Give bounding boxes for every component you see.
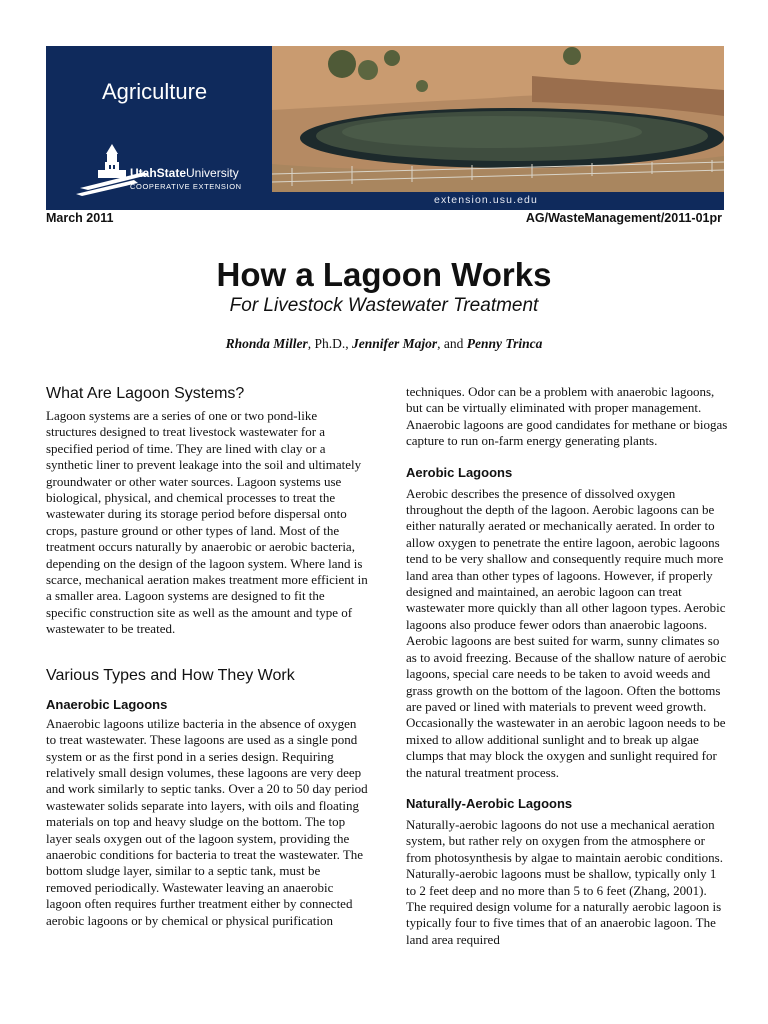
lagoon-photo [272, 46, 724, 192]
left-column [46, 384, 368, 929]
subheading-aerobic: Aerobic Lagoons [406, 464, 513, 480]
usu-wordmark: UtahStateUniversity [130, 166, 239, 180]
extension-url: extension.usu.edu [434, 194, 538, 206]
usu-subtitle: COOPERATIVE EXTENSION [130, 182, 242, 191]
program-label: Agriculture [102, 79, 208, 104]
naturally-aerobic-paragraph: Naturally-aerobic lagoons do not use a mechanical aeration system, but rather rely on oxygen from the atmosphere or from photosynthesis by algae to maintain aerobic conditions. Naturally-aerobic lagoons must be shallow, typically only 1 to 2 feet deep and no more than 5 to 6 feet (Zhang, 2001). The required design volume for a naturally aerobic lagoon is typically four to five times that of an anaerobic lagoon. The land area required [406, 816, 723, 947]
page-subtitle: For Livestock Wastewater Treatment [229, 295, 539, 316]
section-heading-what: What Are Lagoon Systems? [46, 385, 245, 402]
anaerobic-continued-paragraph: techniques. Odor can be a problem with anaerobic lagoons, but can be virtually eliminated with proper management. Anaerobic lagoons are good candidates for methane or biogas capture to run on-farm energy generating plants. [406, 384, 728, 449]
anaerobic-paragraph: Anaerobic lagoons utilize bacteria in the absence of oxygen to treat wastewater. These lagoons are used as a single pond system or as the first pond in a series design. Requiring relatively small design volumes, these lagoons are very deep and work similarly to septic tanks. Over a 20 to 50 day period wastewater solids separate into layers, with oils and floating materials on top and heavy sludge on the bottom. The top layer seals oxygen out of the lagoon system, providing the anaerobic conditions for bacteria to treat the wastewater. The bottom sludge layer, similar to a septic tank, must be removed periodically. Wastewater leaving an anaerobic lagoon often requires further treatment either by connected aerobic lagoons or by chemical or physical purification [46, 715, 368, 928]
publication-date: March 2011 [46, 211, 114, 225]
aerobic-paragraph: Aerobic describes the presence of dissolved oxygen throughout the depth of the lagoon. Aerobic lagoons can be either naturally aerated or mechanically aerated. In order to allow oxygen to penetrate the entire lagoon, aerobic lagoons tend to be very shallow and consequently require much more land area than other types of lagoons. However, if properly designed and maintained, an aerobic lagoon can treat wastewater more quickly than all other lagoon types. Aerobic lagoons also produce fewer odors than anaerobic lagoons. Aerobic lagoons are best suited for warm, sunny climates so as to avoid freezing. Because of the shallow nature of aerobic lagoons, special care needs to be taken to avoid weeds and grass growth on the bottom of the lagoon. Often the bottoms are paved or lined with materials to prevent weed growth. Occasionally the wastewater in an aerobic lagoon needs to be mixed to allow additional sunlight and to break up algae clumps that may block the oxygen and sunlight required for the natural treatment process. [406, 485, 727, 780]
section-heading-types: Various Types and How They Work [46, 666, 295, 684]
header-banner [46, 46, 724, 210]
subheading-naturally-aerobic: Naturally-Aerobic Lagoons [406, 795, 573, 811]
author-line: Rhonda Miller, Ph.D., Jennifer Major, and Penny Trinca [225, 336, 543, 351]
what-paragraph: Lagoon systems are a series of one or two pond-like structures designed to treat livestock wastewater for a specified period of time. They are lined with clay or a synthetic liner to prevent leakage into the soil and ultimately groundwater or other water sources. Lagoon systems use biological, physical, and chemical processes to treat the wastewater during its storage period before dispersal onto crops, pasture ground or other types of land. Most of the treatment occurs naturally by anaerobic or aerobic bacteria, depending on the design of the lagoon system. Where land is scarce, mechanical aeration makes treatment more efficient in a smaller area. Lagoon systems are designed to fit the specific construction site as well as the amount and type of wastewater to be treated. [46, 408, 368, 637]
publication-code: AG/WasteManagement/2011-01pr [525, 211, 722, 225]
right-column [406, 384, 728, 948]
page-title: How a Lagoon Works [216, 256, 552, 293]
subheading-anaerobic: Anaerobic Lagoons [46, 696, 168, 712]
